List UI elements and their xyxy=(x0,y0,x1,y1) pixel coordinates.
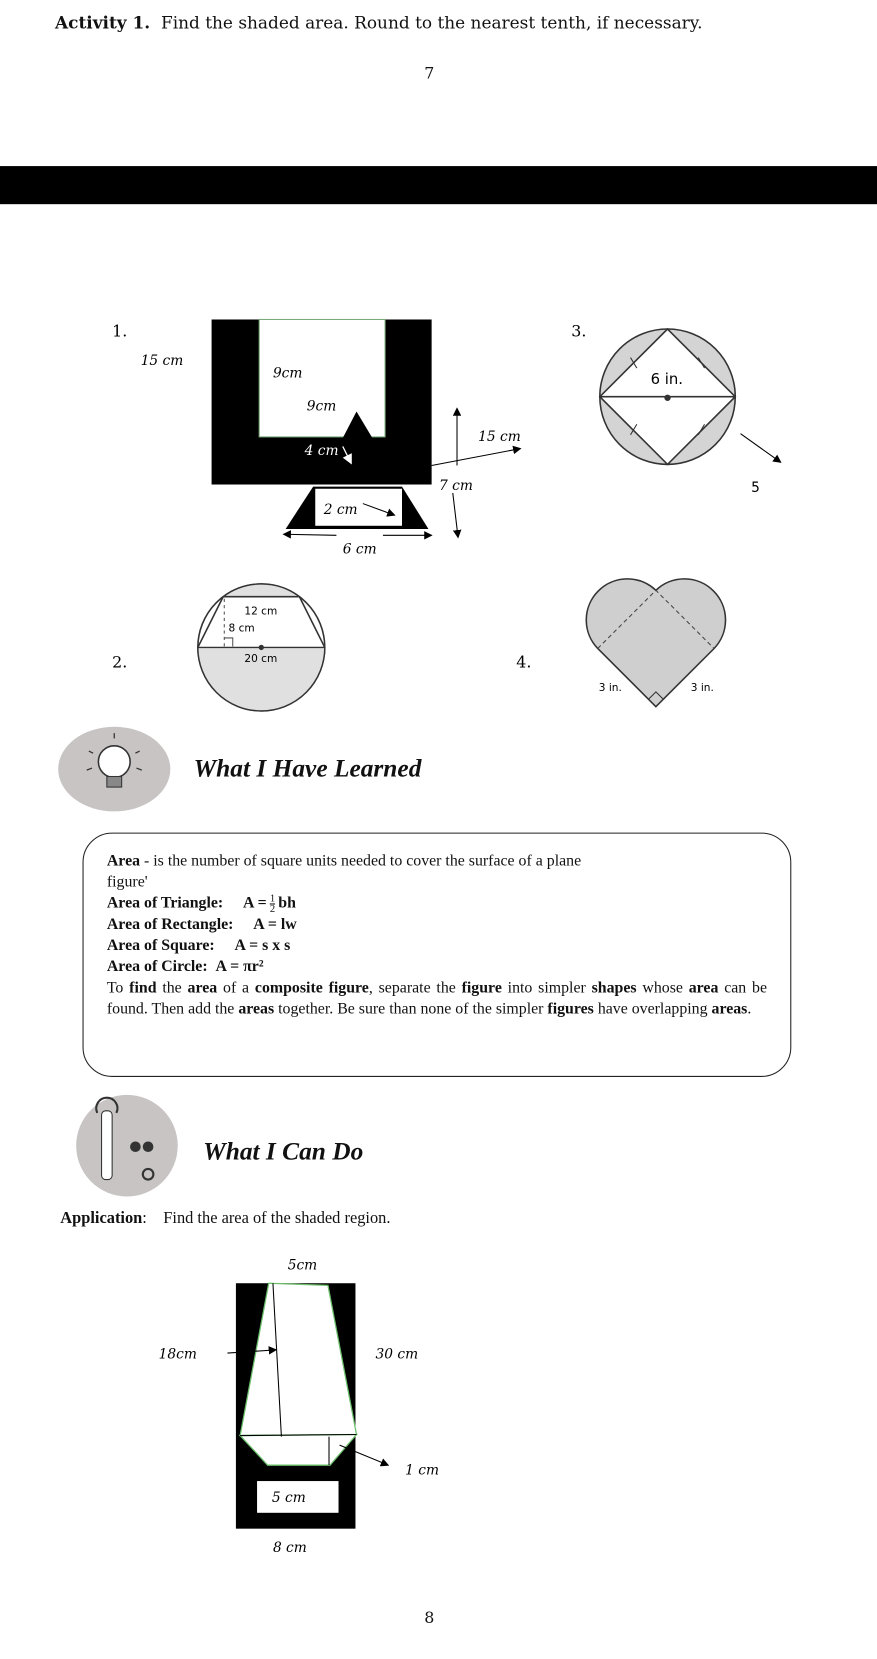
activity-label: Activity 1. xyxy=(55,12,151,33)
square-formula: Area of Square: A = s x s xyxy=(106,937,291,955)
area-definition-cont: figure' xyxy=(106,873,148,891)
label-3in: 3 in. xyxy=(690,681,714,694)
tools-icon xyxy=(76,1095,178,1197)
figure-4 xyxy=(516,579,725,707)
figure-2 xyxy=(112,584,325,711)
label-30cm: 30 cm xyxy=(375,1346,419,1363)
application-figure xyxy=(159,1257,439,1555)
area-definition: Area - is the number of square units needed to cover the surface of a plane xyxy=(106,852,582,870)
section-title-learned: What I Have Learned xyxy=(193,755,422,783)
label-5: 5 xyxy=(751,479,760,496)
label-7cm: 7 cm xyxy=(439,477,473,494)
lightbulb-icon xyxy=(58,727,170,812)
summary-box xyxy=(83,833,792,1077)
section-title-can-do: What I Can Do xyxy=(203,1138,364,1166)
label-9cm: 9cm xyxy=(272,365,303,382)
label-5cm-rect: 5 cm xyxy=(271,1490,306,1507)
page-number-bottom: 8 xyxy=(424,1608,435,1628)
circle-formula: Area of Circle: A = πr² xyxy=(106,958,264,976)
figure-3 xyxy=(571,321,780,496)
label-18cm: 18cm xyxy=(158,1346,197,1363)
label-8cm: 8 cm xyxy=(272,1539,307,1556)
figure-number: 1. xyxy=(112,321,128,341)
label-15cm-right: 15 cm xyxy=(478,429,521,446)
application-instruction: Application: Find the area of the shaded region. xyxy=(60,1209,391,1228)
label-20cm: 20 cm xyxy=(244,653,278,666)
composite-figure-paragraph: To find the area of a composite figure, separate the figure into simpler shapes whose area can be found. Then add the areas together. Be sure than none of the simpler figures have overlapping areas. xyxy=(106,979,768,1018)
label-6cm: 6 cm xyxy=(342,541,377,558)
activity-instruction: Find the shaded area. Round to the nearest tenth, if necessary. xyxy=(160,12,703,33)
label-15cm: 15 cm xyxy=(140,352,184,369)
label-5cm: 5cm xyxy=(287,1257,318,1274)
label-2cm: 2 cm xyxy=(323,502,358,519)
page-number-top: 7 xyxy=(424,63,435,83)
triangle-formula: Area of Triangle: A = $\frac{1}{2}$ bh xyxy=(106,892,296,916)
figure-number: 2. xyxy=(112,652,128,672)
label-12cm: 12 cm xyxy=(244,605,278,618)
label-1cm: 1 cm xyxy=(405,1462,440,1479)
figure-1 xyxy=(112,319,521,557)
figure-number: 3. xyxy=(571,321,587,341)
label-9cm: 9cm xyxy=(306,398,337,415)
label-4cm: 4 cm xyxy=(304,442,339,459)
label-8cm: 8 cm xyxy=(228,622,255,635)
label-3in: 3 in. xyxy=(598,681,622,694)
figure-number: 4. xyxy=(516,652,532,672)
label-6in: 6 in. xyxy=(650,371,683,389)
rectangle-formula: Area of Rectangle: A = lw xyxy=(106,916,297,934)
